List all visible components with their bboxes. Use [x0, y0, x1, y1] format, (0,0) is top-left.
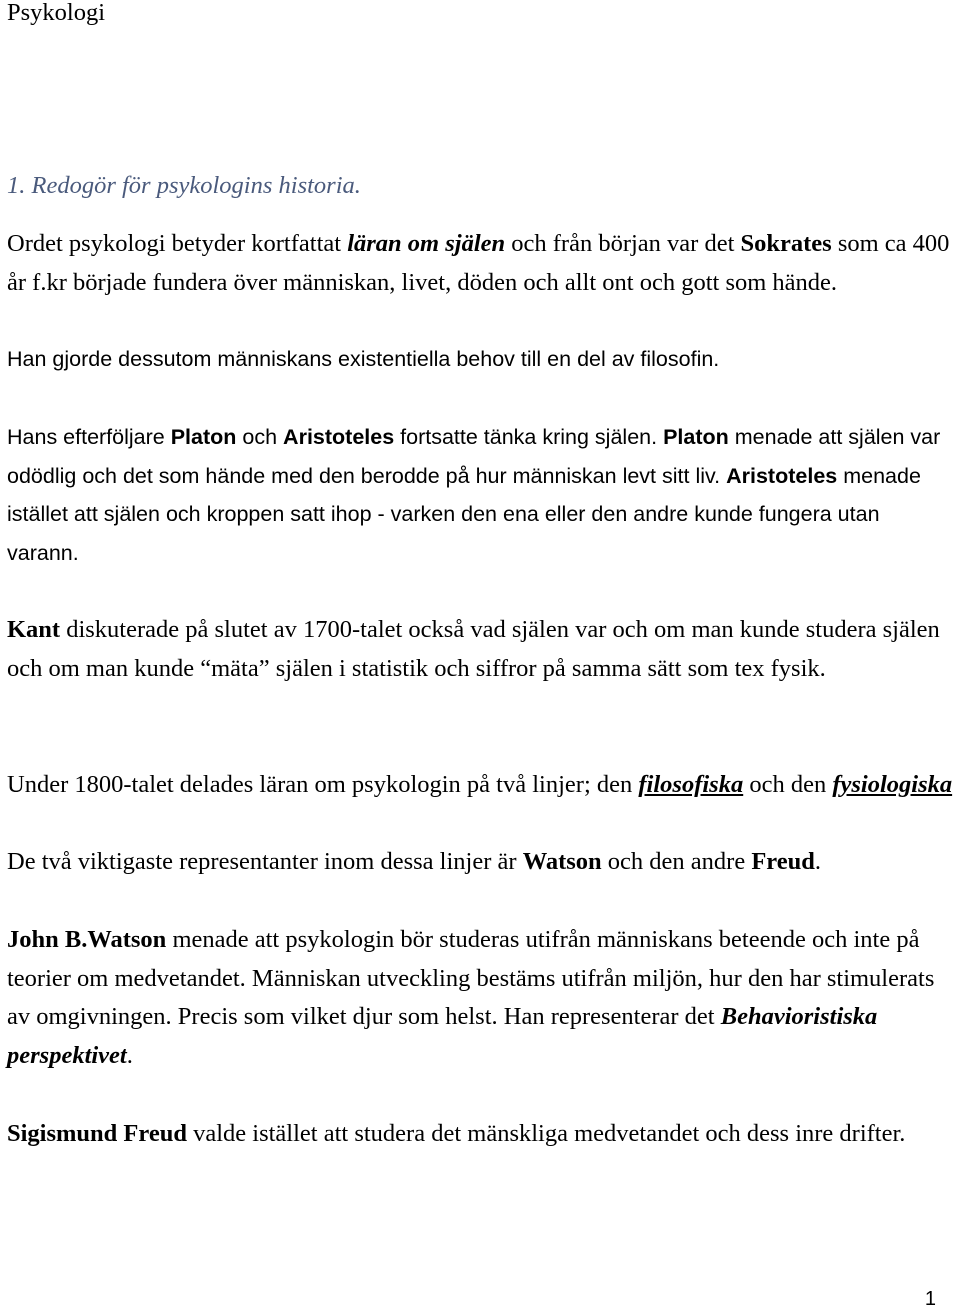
- text-run: och den andre: [601, 848, 752, 875]
- name-freud: Freud: [751, 848, 815, 875]
- text-run: valde istället att studera det mänskliga medvetandet och dess inre drifter.: [186, 1120, 906, 1147]
- text-run: menade istället att själen och kroppen satt ihop - varken den ena eller den andre kunde fungera utan varann.: [7, 463, 921, 566]
- name-aristoteles: Aristoteles: [283, 425, 395, 449]
- text-run: fortsatte tänka kring själen.: [394, 425, 664, 449]
- text-run: .: [126, 1042, 133, 1070]
- text-run: Hans efterföljare: [7, 425, 171, 449]
- name-kant: Kant: [7, 616, 61, 643]
- text-run: och: [236, 425, 284, 449]
- text-run: som ca 400 år f.kr började fundera över människan, livet, döden och allt ont och gott som hände.: [7, 230, 950, 296]
- name-john-b-watson: John B.Watson: [7, 926, 167, 953]
- paragraph-platon-aristoteles: [7, 418, 954, 573]
- emphasis-laran-om-sjalen: läran om själen: [347, 230, 506, 257]
- question-heading: 1. Redogör för psykologins historia.: [7, 172, 361, 199]
- text-run: Under 1800-talet delades läran om psykologin på två linjer; den: [7, 771, 639, 798]
- paragraph-existentiella: Han gjorde dessutom människans existentiella behov till en del av filosofin.: [7, 347, 720, 371]
- name-sokrates: Sokrates: [740, 230, 832, 257]
- paragraph-kant: [7, 611, 954, 688]
- text-run: Ordet psykologi betyder kortfattat: [7, 230, 348, 257]
- text-run: De två viktigaste representanter inom dessa linjer är: [7, 848, 523, 875]
- page-number: 1: [924, 1288, 936, 1310]
- paragraph-freud: [7, 1115, 954, 1154]
- name-watson: Watson: [522, 848, 602, 875]
- paragraph-sokrates: [7, 225, 954, 302]
- name-sigismund-freud: Sigismund Freud: [7, 1120, 187, 1147]
- text-run: och den: [743, 771, 833, 798]
- text-run: menade att själen var odödlig och det som hände med den berodde på hur människan levt sitt liv.: [7, 425, 941, 488]
- text-run: .: [814, 848, 821, 875]
- emphasis-filosofiska: filosofiska: [638, 771, 744, 798]
- name-platon: Platon: [663, 425, 729, 449]
- text-run: menade att psykologin bör studeras utifrån människans beteende och inte på teorier om medvetandet. Människan utveckling bestäms utifrån miljön, hur den har stimulerats av omgivningen. Precis som vilket djur som helst. Han representerar det: [7, 926, 935, 1031]
- paragraph-watson: [7, 921, 954, 1076]
- text-run: och från början var det: [505, 230, 741, 257]
- name-platon: Platon: [170, 425, 237, 449]
- paragraph-1800-talet: [7, 766, 954, 805]
- text-run: diskuterade på slutet av 1700-talet också vad själen var och om man kunde studera själen och om man kunde “mäta” själen i statistik och siffror på samma sätt som tex fysik.: [7, 616, 940, 682]
- emphasis-fysiologiska: fysiologiska: [832, 771, 953, 798]
- document-title: Psykologi: [7, 0, 106, 26]
- emphasis-behavioristiska-perspektivet: Behavioristiska perspektivet: [7, 1003, 878, 1070]
- paragraph-representanter: [7, 843, 954, 882]
- name-aristoteles: Aristoteles: [726, 463, 838, 488]
